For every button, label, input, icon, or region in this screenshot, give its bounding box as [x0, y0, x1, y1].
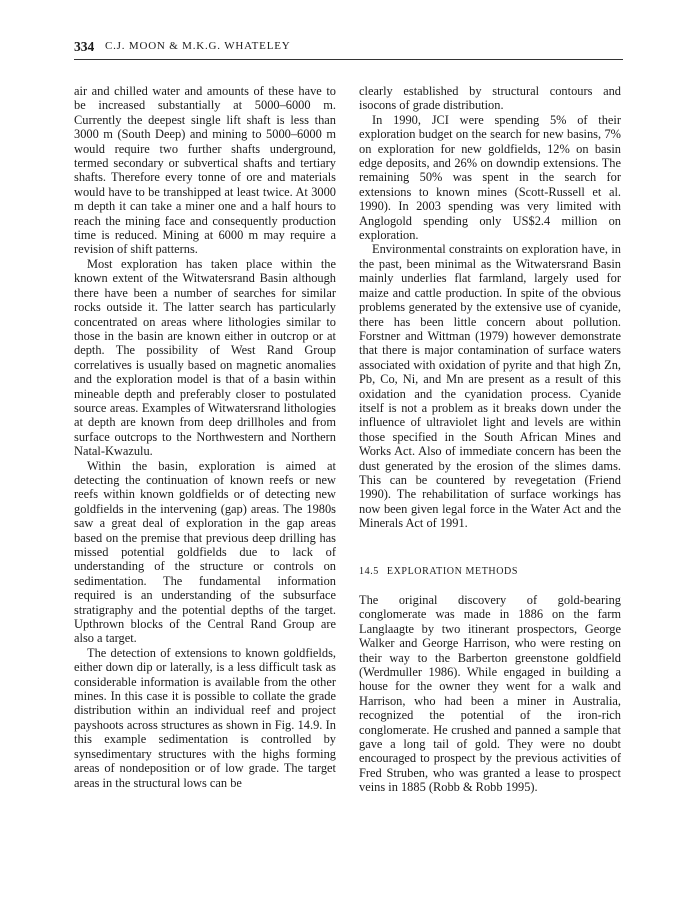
body-paragraph: air and chilled water and amounts of these have to be increased substantially at 5000–6000 m. Currently the deepest single lift shaft is less than 3000 m (South Deep) and mining to 5000–6000 m would require two further shafts underground, termed secondary or subvertical shafts and tertiary shafts. Therefore every tonne of ore and materials would have to be transhipped at least twice. At 3000 m depth it can take a miner one and a half hours to reach the mining face and consequently production time is reduced. Mining at 6000 m may require a revision of shift patterns. — [74, 84, 336, 257]
body-paragraph: In 1990, JCI were spending 5% of their exploration budget on the search for new basins, 7% on exploration for new goldfields, 12% on basin edge deposits, and 26% on downdip extensions. The remaining 50% was spent in the search for extensions to known mines (Scott-Russell et al. 1990). In 2003 spending was very limited with Anglogold spending only US$2.4 million on exploration. — [359, 112, 621, 243]
section-title: EXPLORATION METHODS — [386, 565, 519, 577]
running-header — [74, 39, 623, 57]
left-column — [74, 84, 336, 790]
body-paragraph: Most exploration has taken place within the known extent of the Witwatersrand Basin although there have been a number of searches for similar rocks outside it. The latter search has particularly concentrated on areas where lithologies similar to those in the basin are known either in outcrop or at depth. The possibility of West Rand Group correlatives is usually based on magnetic anomalies and the exploration model is that of a basin within mineable depth and preferably closer to postulated source areas. Examples of Witwatersrand lithologies at depth are known from deep drillholes and from surface outcrops to the Northwestern and Northern Natal-Kwazulu. — [74, 256, 336, 459]
body-paragraph: Environmental constraints on exploration have, in the past, been minimal as the Witwatersrand Basin mainly underlies flat farmland, largely used for maize and cattle production. In spite of the obvious problems generated by the extensive use of cyanide, there has been little concern about pollution. Forstner and Wittman (1979) however demonstrate that there is major contamination of surface waters associated with oxidation of pyrite and that high Zn, Pb, Co, Ni, and Mn are present as a result of this oxidation and the cyanidation process. Cyanide itself is not a problem as it breaks down under the influence of ultraviolet light and levels are within those specified in the South African Mines and Works Act. Also of immediate concern has been the dust generated by the erosion of the slimes dams. This can be countered by revegetation (Friend 1990). The rehabilitation of surface workings has now been given legal force in the Water Act and the Minerals Act of 1991. — [359, 242, 621, 531]
section-number: 14.5 — [359, 565, 379, 577]
running-header-authors: C.J. MOON & M.K.G. WHATELEY — [105, 40, 291, 52]
right-column — [359, 84, 621, 795]
header-rule — [74, 59, 623, 60]
body-paragraph: The detection of extensions to known goldfields, either down dip or laterally, is a less difficult task as considerable information is available from the other mines. In this case it is possible to collate the grade distribution within an individual reef and project payshoots across structures as shown in Fig. 14.9. In this example sedimentation is controlled by synsedimentary structures with the highs forming areas of nondeposition or of low grade. The target areas in the structural lows can be — [74, 645, 336, 790]
section-heading — [359, 531, 621, 593]
body-paragraph: clearly established by structural contours and isocons of grade distribution. — [359, 84, 621, 113]
page-number: 334 — [74, 39, 95, 54]
body-paragraph: The original discovery of gold-bearing conglomerate was made in 1886 on the farm Langlaagte by two itinerant prospectors, George Walker and George Harrison, who were resting on their way to the Barberton greenstone goldfield (Werdmuller 1986). While engaged in building a house for the owner they went for a walk and Harrison, who had been a miner in Australia, recognized the potential of the iron-rich conglomerate. He crushed and panned a sample that gave a long tail of gold. They were no doubt encouraged to prospect by the previous activities of Fred Struben, who was granted a lease to prospect veins in 1885 (Robb & Robb 1995). — [359, 593, 621, 795]
body-paragraph: Within the basin, exploration is aimed at detecting the continuation of known reefs or new reefs within known goldfields or of detecting new goldfields in the intervening (gap) areas. The 1980s saw a great deal of exploration in the gap areas based on the premise that previous deep drilling has missed potential goldfields due to lack of understanding of the structure or controls on sedimentation. The fundamental information required is an understanding of the subsurface stratigraphy and the potential depths of the target. Upthrown blocks of the Central Rand Group are also a target. — [74, 458, 336, 646]
